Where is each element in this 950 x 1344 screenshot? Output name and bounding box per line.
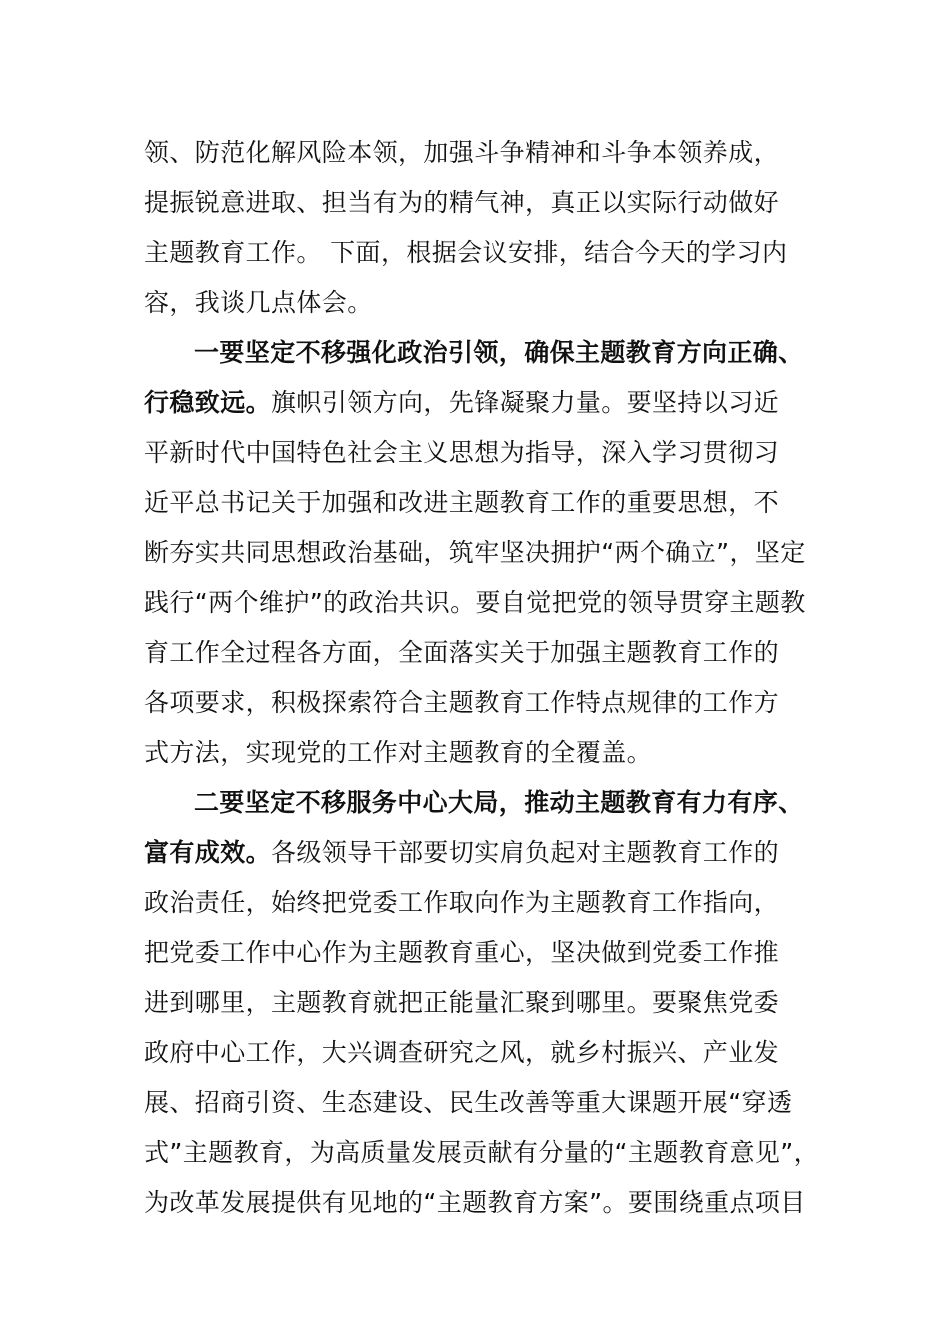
text-line: 政府中心工作，大兴调查研究之风，就乡村振兴、产业发	[144, 1038, 780, 1067]
text-line: 把党委工作中心作为主题教育重心，坚决做到党委工作推	[144, 938, 780, 967]
paragraph-two-text: 各级领导干部要切实肩负起对主题教育工作的	[271, 838, 780, 867]
text-line: 断夯实共同思想政治基础，筑牢坚决拥护“两个确立”，坚定	[144, 538, 806, 567]
paragraph-two-heading-end: 富有成效。	[144, 838, 272, 867]
text-line: 容，我谈几点体会。	[144, 288, 373, 317]
paragraph-two-heading: 二要坚定不移服务中心大局，推动主题教育有力有序、	[194, 788, 804, 817]
text-line: 展、招商引资、生态建设、民生改善等重大课题开展“穿透	[144, 1088, 793, 1117]
document-body	[144, 128, 820, 1228]
text-line: 平新时代中国特色社会主义思想为指导，深入学习贯彻习	[144, 438, 780, 467]
text-line	[144, 828, 812, 878]
text-line: 主题教育工作。 下面，根据会议安排，结合今天的学习内	[144, 238, 788, 267]
text-line: 育工作全过程各方面，全面落实关于加强主题教育工作的	[144, 638, 780, 667]
text-line: 为改革发展提供有见地的“主题教育方案”。要围绕重点项目	[144, 1188, 806, 1217]
text-line: 式”主题教育，为高质量发展贡献有分量的“主题教育意见”，	[144, 1138, 820, 1167]
paragraph-one-heading-end: 行稳致远。	[144, 388, 272, 417]
paragraph-intro	[144, 128, 812, 328]
paragraph-one-heading: 一要坚定不移强化政治引领，确保主题教育方向正确、	[194, 338, 804, 367]
paragraph-two	[144, 778, 820, 1228]
paragraph-one-text: 旗帜引领方向，先锋凝聚力量。要坚持以习近	[271, 388, 780, 417]
text-line: 提振锐意进取、担当有为的精气神，真正以实际行动做好	[144, 188, 780, 217]
text-line: 践行“两个维护”的政治共识。要自觉把党的领导贯穿主题教	[144, 588, 806, 617]
text-line: 进到哪里，主题教育就把正能量汇聚到哪里。要聚焦党委	[144, 988, 780, 1017]
text-line: 式方法，实现党的工作对主题教育的全覆盖。	[144, 738, 653, 767]
text-line: 领、防范化解风险本领，加强斗争精神和斗争本领养成，	[144, 138, 780, 167]
text-line: 各项要求，积极探索符合主题教育工作特点规律的工作方	[144, 688, 780, 717]
text-line: 政治责任，始终把党委工作取向作为主题教育工作指向，	[144, 888, 780, 917]
paragraph-one	[144, 328, 812, 778]
text-line: 近平总书记关于加强和改进主题教育工作的重要思想，不	[144, 488, 780, 517]
text-line	[144, 378, 812, 428]
